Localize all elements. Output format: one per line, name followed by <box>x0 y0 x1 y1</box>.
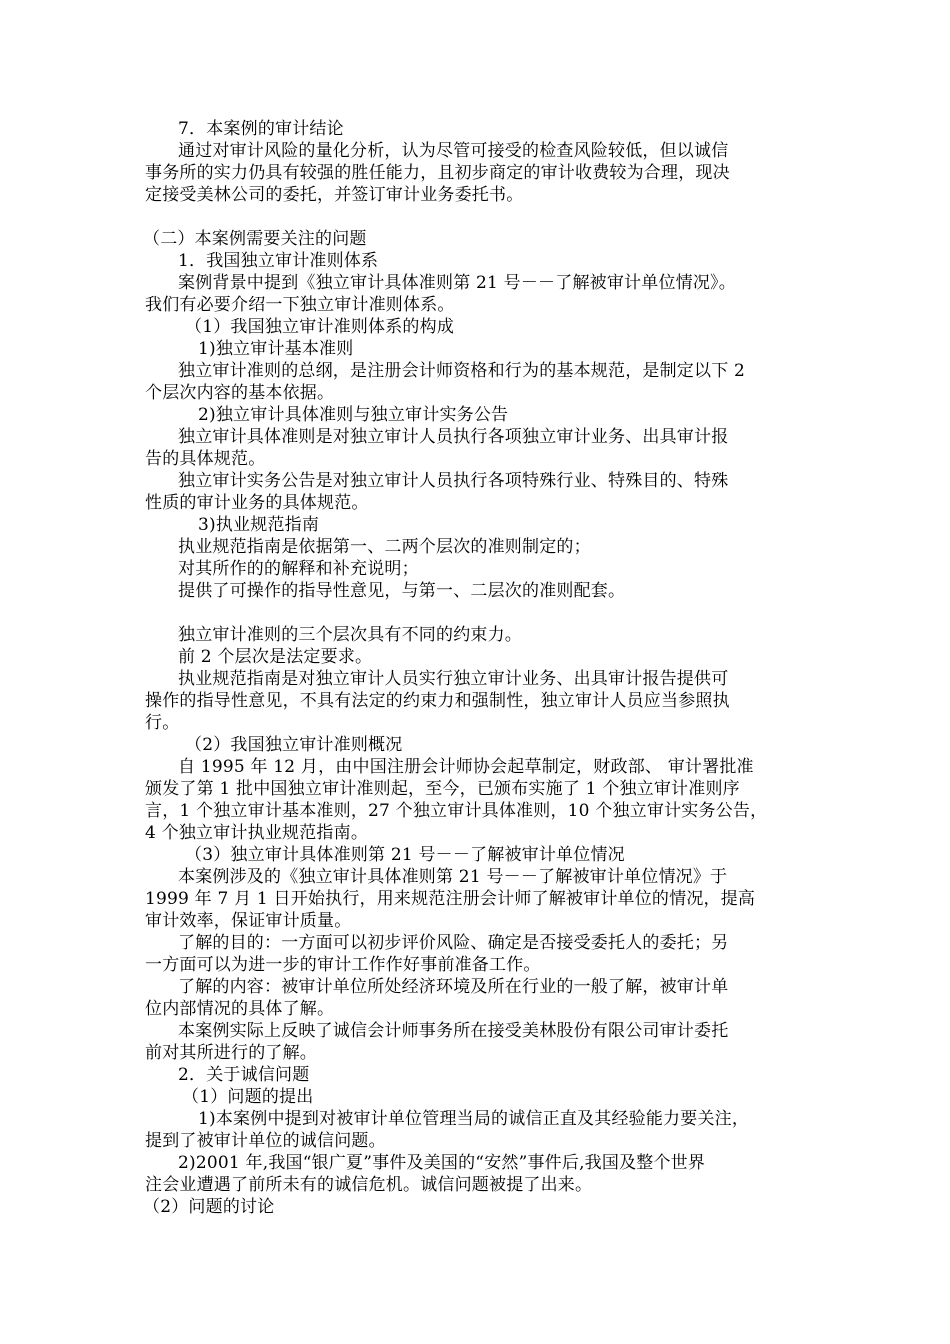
item-heading: 3)执业规范指南 <box>198 515 320 535</box>
paragraph-line: 事务所的实力仍具有较强的胜任能力，且初步商定的审计收费较为合理，现决 <box>145 163 730 183</box>
paragraph-line: 我们有必要介绍一下独立审计准则体系。 <box>145 295 455 315</box>
section-heading: （二）本案例需要关注的问题 <box>143 229 367 249</box>
paragraph-line: 案例背景中提到《独立审计具体准则第 21 号－－了解被审计单位情况》。 <box>178 273 736 293</box>
paragraph-line: 一方面可以为进一步的审计工作作好事前准备工作。 <box>145 955 541 975</box>
paragraph-line: 通过对审计风险的量化分析，认为尽管可接受的检查风险较低，但以诚信 <box>178 141 729 161</box>
subsection-heading: （3）独立审计具体准则第 21 号－－了解被审计单位情况 <box>185 845 625 865</box>
paragraph-line: 对其所作的的解释和补充说明； <box>178 559 419 579</box>
paragraph-line: 个层次内容的基本依据。 <box>145 383 335 403</box>
subsection-heading: （1）我国独立审计准则体系的构成 <box>185 317 455 337</box>
paragraph-line: 审计效率，保证审计质量。 <box>145 911 352 931</box>
paragraph-line: 独立审计准则的总纲，是注册会计师资格和行为的基本规范，是制定以下 2 <box>178 361 746 381</box>
paragraph-line: 1999 年 7 月 1 日开始执行，用来规范注册会计师了解被审计单位的情况，提高 <box>145 889 756 909</box>
paragraph-line: 独立审计具体准则是对独立审计人员执行各项独立审计业务、出具审计报 <box>178 427 729 447</box>
paragraph-line: 了解的内容：被审计单位所处经济环境及所在行业的一般了解，被审计单 <box>178 977 729 997</box>
paragraph-line: 注会业遭遇了前所未有的诚信危机。诚信问题被提了出来。 <box>145 1175 593 1195</box>
paragraph-line: 言，1 个独立审计基本准则，27 个独立审计具体准则，10 个独立审计实务公告， <box>145 801 768 821</box>
paragraph-line: 自 1995 年 12 月，由中国注册会计师协会起草制定，财政部、 审计署批准 <box>178 757 754 777</box>
item-heading: 1)独立审计基本准则 <box>198 339 354 359</box>
paragraph-line: 性质的审计业务的具体规范。 <box>145 493 369 513</box>
paragraph-line: 1)本案例中提到对被审计单位管理当局的诚信正直及其经验能力要关注， <box>198 1109 750 1129</box>
paragraph-line: 提到了被审计单位的诚信问题。 <box>145 1131 386 1151</box>
subsection-heading: 1．我国独立审计准则体系 <box>178 251 379 271</box>
paragraph-line: 本案例实际上反映了诚信会计师事务所在接受美林股份有限公司审计委托 <box>178 1021 729 1041</box>
paragraph-line: 4 个独立审计执业规范指南。 <box>145 823 369 843</box>
paragraph-line: 提供了可操作的指导性意见，与第一、二层次的准则配套。 <box>178 581 626 601</box>
subsection-heading: （1）问题的提出 <box>182 1087 314 1107</box>
paragraph-line: 告的具体规范。 <box>145 449 266 469</box>
paragraph-line: 独立审计准则的三个层次具有不同的约束力。 <box>178 625 522 645</box>
paragraph-line: 2)2001 年,我国“银广夏”事件及美国的“安然”事件后,我国及整个世界 <box>178 1153 706 1173</box>
item-heading: 2)独立审计具体准则与独立审计实务公告 <box>198 405 509 425</box>
paragraph-line: 执业规范指南是依据第一、二两个层次的准则制定的； <box>178 537 591 557</box>
paragraph-line: 本案例涉及的《独立审计具体准则第 21 号－－了解被审计单位情况》于 <box>178 867 728 887</box>
subsection-heading: （2）问题的讨论 <box>143 1197 275 1217</box>
paragraph-line: 独立审计实务公告是对独立审计人员执行各项特殊行业、特殊目的、特殊 <box>178 471 729 491</box>
paragraph-line: 执业规范指南是对独立审计人员实行独立审计业务、出具审计报告提供可 <box>178 669 729 689</box>
paragraph-line: 了解的目的：一方面可以初步评价风险、确定是否接受委托人的委托；另 <box>178 933 729 953</box>
subsection-heading: 2．关于诚信问题 <box>178 1065 310 1085</box>
paragraph-line: 行。 <box>145 713 180 733</box>
subsection-heading: （2）我国独立审计准则概况 <box>185 735 403 755</box>
paragraph-line: 颁发了第 1 批中国独立审计准则起，至今，已颁布实施了 1 个独立审计准则序 <box>145 779 740 799</box>
section-heading: 7．本案例的审计结论 <box>178 119 344 139</box>
paragraph-line: 前 2 个层次是法定要求。 <box>178 647 373 667</box>
paragraph-line: 位内部情况的具体了解。 <box>145 999 335 1019</box>
paragraph-line: 前对其所进行的了解。 <box>145 1043 317 1063</box>
paragraph-line: 定接受美林公司的委托，并签订审计业务委托书。 <box>145 185 524 205</box>
paragraph-line: 操作的指导性意见，不具有法定的约束力和强制性，独立审计人员应当参照执 <box>145 691 730 711</box>
